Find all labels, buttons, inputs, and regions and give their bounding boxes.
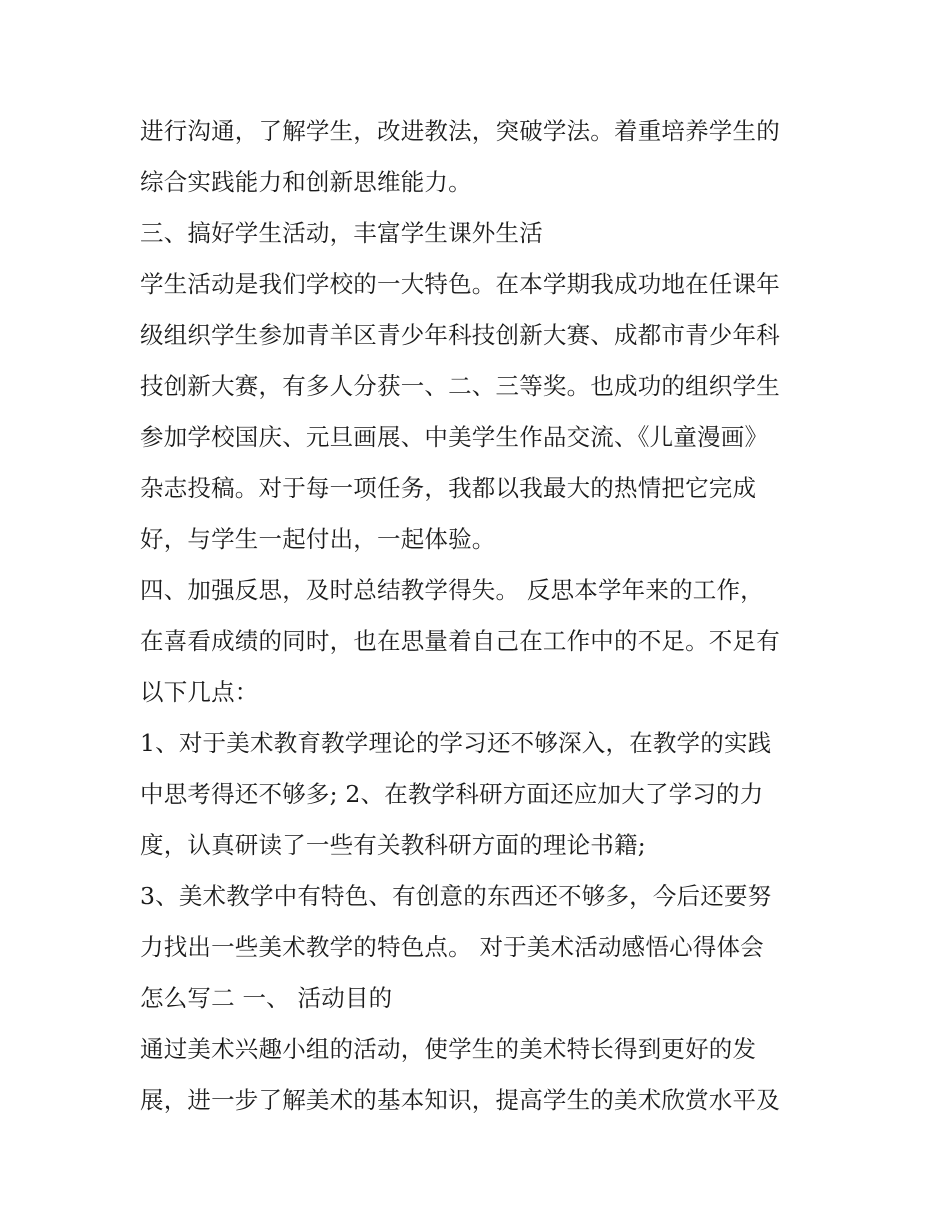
text-line: 综合实践能力和创新思维能力。 [140, 168, 472, 196]
section-heading: 三、搞好学生活动，丰富学生课外生活 [140, 219, 543, 247]
text-line: 通过美术兴趣小组的活动，使学生的美术特长得到更好的发 [140, 1035, 757, 1063]
text-line: 参加学校国庆、元旦画展、中美学生作品交流、《儿童漫画》 [140, 423, 769, 451]
text-line: 中思考得还不够多; 2、在教学科研方面还应加大了学习的力 [140, 780, 764, 808]
document-body [140, 106, 820, 1126]
text-line: 度，认真研读了一些有关教科研方面的理论书籍; [140, 831, 646, 859]
list-item: 3、美术教学中有特色、有创意的东西还不够多，今后还要努 [140, 882, 772, 910]
section-heading: 四、加强反思，及时总结教学得失。 反思本学年来的工作， [140, 576, 764, 604]
text-line: 进行沟通，了解学生，改进教法，突破学法。着重培养学生的 [140, 117, 780, 145]
section-heading: 怎么写二 一、 活动目的 [140, 984, 393, 1012]
text-line: 好，与学生一起付出，一起体验。 [140, 525, 496, 553]
text-line: 杂志投稿。对于每一项任务，我都以我最大的热情把它完成 [140, 474, 757, 502]
list-item: 1、对于美术教育教学理论的学习还不够深入，在教学的实践 [140, 729, 772, 757]
text-line: 力找出一些美术教学的特色点。 对于美术活动感悟心得体会 [140, 933, 764, 961]
text-line: 技创新大赛，有多人分获一、二、三等奖。也成功的组织学生 [140, 372, 780, 400]
text-line: 以下几点： [140, 678, 259, 706]
text-line: 展，进一步了解美术的基本知识，提高学生的美术欣赏水平及 [140, 1086, 780, 1114]
text-line: 在喜看成绩的同时，也在思量着自己在工作中的不足。不足有 [140, 627, 780, 655]
text-line: 学生活动是我们学校的一大特色。在本学期我成功地在任课年 [140, 270, 780, 298]
text-line: 级组织学生参加青羊区青少年科技创新大赛、成都市青少年科 [140, 321, 780, 349]
